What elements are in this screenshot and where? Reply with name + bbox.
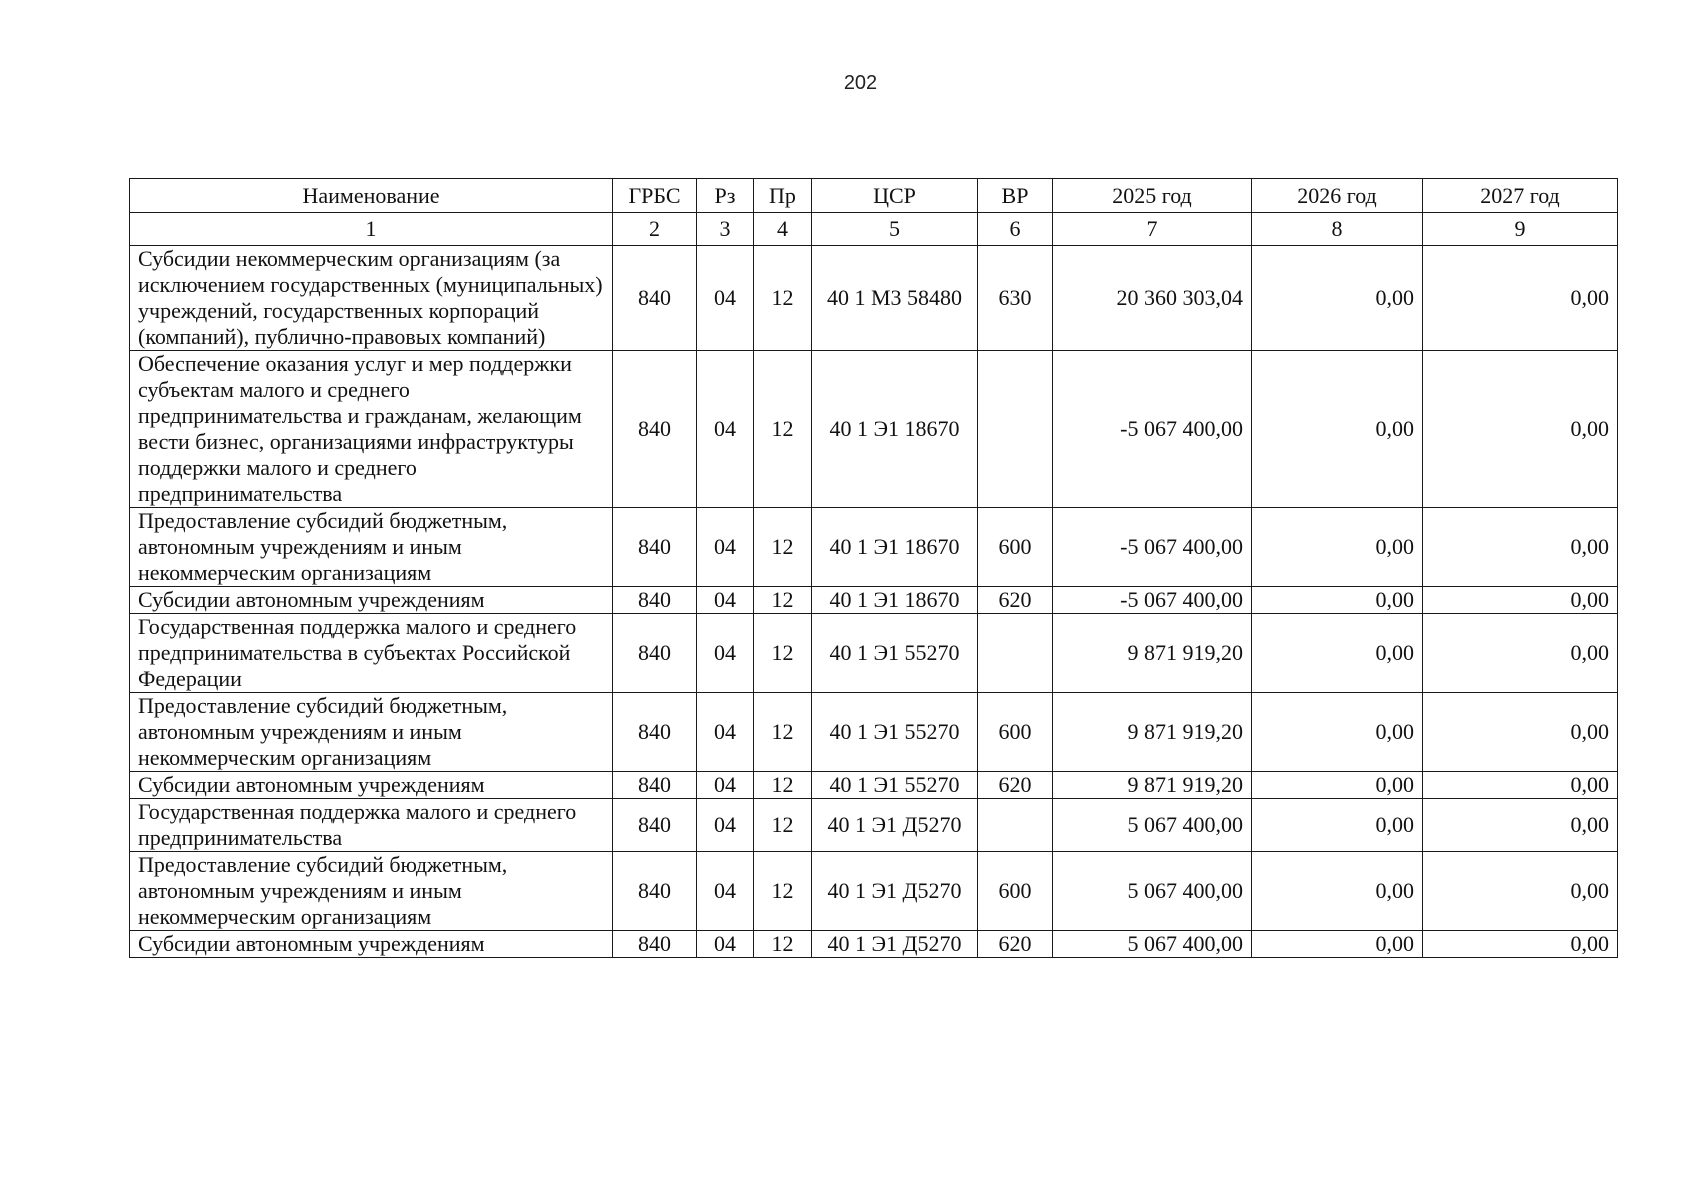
cell-2025: -5 067 400,00 xyxy=(1053,351,1252,508)
cell-grbs: 840 xyxy=(613,246,697,351)
table-row xyxy=(130,931,1618,958)
header-csr: ЦСР xyxy=(812,179,978,213)
cell-pr: 12 xyxy=(754,931,812,958)
cell-grbs: 840 xyxy=(613,693,697,772)
cell-pr: 12 xyxy=(754,246,812,351)
cell-name: Субсидии автономным учреждениям xyxy=(130,931,613,958)
cell-name: Субсидии автономным учреждениям xyxy=(130,772,613,799)
cell-2027: 0,00 xyxy=(1423,772,1618,799)
budget-table xyxy=(129,178,1618,958)
column-number: 6 xyxy=(978,213,1053,246)
cell-vr xyxy=(978,799,1053,852)
column-number: 8 xyxy=(1252,213,1423,246)
cell-csr: 40 1 Э1 55270 xyxy=(812,693,978,772)
cell-2027: 0,00 xyxy=(1423,931,1618,958)
table-row xyxy=(130,351,1618,508)
cell-2025: 20 360 303,04 xyxy=(1053,246,1252,351)
cell-csr: 40 1 Э1 Д5270 xyxy=(812,799,978,852)
header-grbs: ГРБС xyxy=(613,179,697,213)
table-body xyxy=(130,213,1618,958)
column-number: 4 xyxy=(754,213,812,246)
table-row xyxy=(130,614,1618,693)
cell-rz: 04 xyxy=(697,799,754,852)
cell-vr xyxy=(978,351,1053,508)
cell-2026: 0,00 xyxy=(1252,508,1423,587)
column-number: 2 xyxy=(613,213,697,246)
cell-csr: 40 1 Э1 18670 xyxy=(812,508,978,587)
cell-2026: 0,00 xyxy=(1252,351,1423,508)
column-number: 1 xyxy=(130,213,613,246)
cell-pr: 12 xyxy=(754,351,812,508)
cell-rz: 04 xyxy=(697,693,754,772)
column-number-row xyxy=(130,213,1618,246)
cell-csr: 40 1 Э1 Д5270 xyxy=(812,852,978,931)
cell-2027: 0,00 xyxy=(1423,799,1618,852)
cell-grbs: 840 xyxy=(613,508,697,587)
cell-2025: -5 067 400,00 xyxy=(1053,508,1252,587)
page-number: 202 xyxy=(843,72,878,94)
cell-rz: 04 xyxy=(697,246,754,351)
table-row xyxy=(130,246,1618,351)
table-row xyxy=(130,852,1618,931)
cell-grbs: 840 xyxy=(613,587,697,614)
cell-grbs: 840 xyxy=(613,614,697,693)
cell-vr: 600 xyxy=(978,693,1053,772)
cell-rz: 04 xyxy=(697,587,754,614)
cell-2026: 0,00 xyxy=(1252,246,1423,351)
cell-name: Государственная поддержка малого и среднего предпринимательства в субъектах Российской Федерации xyxy=(130,614,613,693)
cell-rz: 04 xyxy=(697,852,754,931)
cell-vr: 620 xyxy=(978,772,1053,799)
header-2026: 2026 год xyxy=(1252,179,1423,213)
cell-pr: 12 xyxy=(754,852,812,931)
cell-name: Предоставление субсидий бюджетным, автономным учреждениям и иным некоммерческим организациям xyxy=(130,508,613,587)
header-row xyxy=(130,179,1618,213)
cell-name: Обеспечение оказания услуг и мер поддержки субъектам малого и среднего предпринимательства и гражданам, желающим вести бизнес, организациями инфраструктуры поддержки малого и среднего предпринимательства xyxy=(130,351,613,508)
cell-2025: 9 871 919,20 xyxy=(1053,614,1252,693)
cell-2027: 0,00 xyxy=(1423,587,1618,614)
cell-name: Субсидии некоммерческим организациям (за исключением государственных (муниципальных) учреждений, государственных корпораций (компаний), публично-правовых компаний) xyxy=(130,246,613,351)
column-number: 3 xyxy=(697,213,754,246)
cell-grbs: 840 xyxy=(613,772,697,799)
cell-vr: 600 xyxy=(978,852,1053,931)
header-rz: Рз xyxy=(697,179,754,213)
cell-2026: 0,00 xyxy=(1252,931,1423,958)
cell-name: Субсидии автономным учреждениям xyxy=(130,587,613,614)
cell-2026: 0,00 xyxy=(1252,799,1423,852)
cell-pr: 12 xyxy=(754,799,812,852)
cell-2026: 0,00 xyxy=(1252,772,1423,799)
cell-vr: 620 xyxy=(978,587,1053,614)
table-row xyxy=(130,799,1618,852)
cell-vr: 630 xyxy=(978,246,1053,351)
cell-2027: 0,00 xyxy=(1423,693,1618,772)
header-pr: Пр xyxy=(754,179,812,213)
cell-csr: 40 1 М3 58480 xyxy=(812,246,978,351)
cell-csr: 40 1 Э1 18670 xyxy=(812,351,978,508)
cell-2025: 5 067 400,00 xyxy=(1053,852,1252,931)
cell-pr: 12 xyxy=(754,508,812,587)
cell-pr: 12 xyxy=(754,772,812,799)
header-vr: ВР xyxy=(978,179,1053,213)
cell-name: Предоставление субсидий бюджетным, автономным учреждениям и иным некоммерческим организациям xyxy=(130,693,613,772)
cell-2026: 0,00 xyxy=(1252,614,1423,693)
cell-csr: 40 1 Э1 55270 xyxy=(812,772,978,799)
cell-pr: 12 xyxy=(754,693,812,772)
cell-name: Предоставление субсидий бюджетным, автономным учреждениям и иным некоммерческим организациям xyxy=(130,852,613,931)
table-header xyxy=(130,179,1618,213)
cell-rz: 04 xyxy=(697,772,754,799)
cell-2025: -5 067 400,00 xyxy=(1053,587,1252,614)
cell-rz: 04 xyxy=(697,351,754,508)
cell-2027: 0,00 xyxy=(1423,246,1618,351)
cell-csr: 40 1 Э1 55270 xyxy=(812,614,978,693)
table-row xyxy=(130,693,1618,772)
cell-grbs: 840 xyxy=(613,799,697,852)
cell-2027: 0,00 xyxy=(1423,351,1618,508)
table-row xyxy=(130,508,1618,587)
cell-grbs: 840 xyxy=(613,351,697,508)
cell-2026: 0,00 xyxy=(1252,852,1423,931)
cell-2025: 9 871 919,20 xyxy=(1053,772,1252,799)
cell-rz: 04 xyxy=(697,931,754,958)
cell-2025: 5 067 400,00 xyxy=(1053,799,1252,852)
cell-csr: 40 1 Э1 Д5270 xyxy=(812,931,978,958)
table-row xyxy=(130,772,1618,799)
cell-2025: 9 871 919,20 xyxy=(1053,693,1252,772)
cell-vr xyxy=(978,614,1053,693)
cell-grbs: 840 xyxy=(613,931,697,958)
cell-2027: 0,00 xyxy=(1423,852,1618,931)
cell-2026: 0,00 xyxy=(1252,693,1423,772)
cell-vr: 600 xyxy=(978,508,1053,587)
table-row xyxy=(130,587,1618,614)
cell-2025: 5 067 400,00 xyxy=(1053,931,1252,958)
cell-pr: 12 xyxy=(754,587,812,614)
column-number: 7 xyxy=(1053,213,1252,246)
header-2025: 2025 год xyxy=(1053,179,1252,213)
cell-vr: 620 xyxy=(978,931,1053,958)
cell-pr: 12 xyxy=(754,614,812,693)
cell-2027: 0,00 xyxy=(1423,614,1618,693)
cell-rz: 04 xyxy=(697,614,754,693)
cell-2026: 0,00 xyxy=(1252,587,1423,614)
column-number: 9 xyxy=(1423,213,1618,246)
column-number: 5 xyxy=(812,213,978,246)
cell-2027: 0,00 xyxy=(1423,508,1618,587)
cell-csr: 40 1 Э1 18670 xyxy=(812,587,978,614)
cell-rz: 04 xyxy=(697,508,754,587)
header-2027: 2027 год xyxy=(1423,179,1618,213)
header-name: Наименование xyxy=(130,179,613,213)
cell-name: Государственная поддержка малого и среднего предпринимательства xyxy=(130,799,613,852)
cell-grbs: 840 xyxy=(613,852,697,931)
